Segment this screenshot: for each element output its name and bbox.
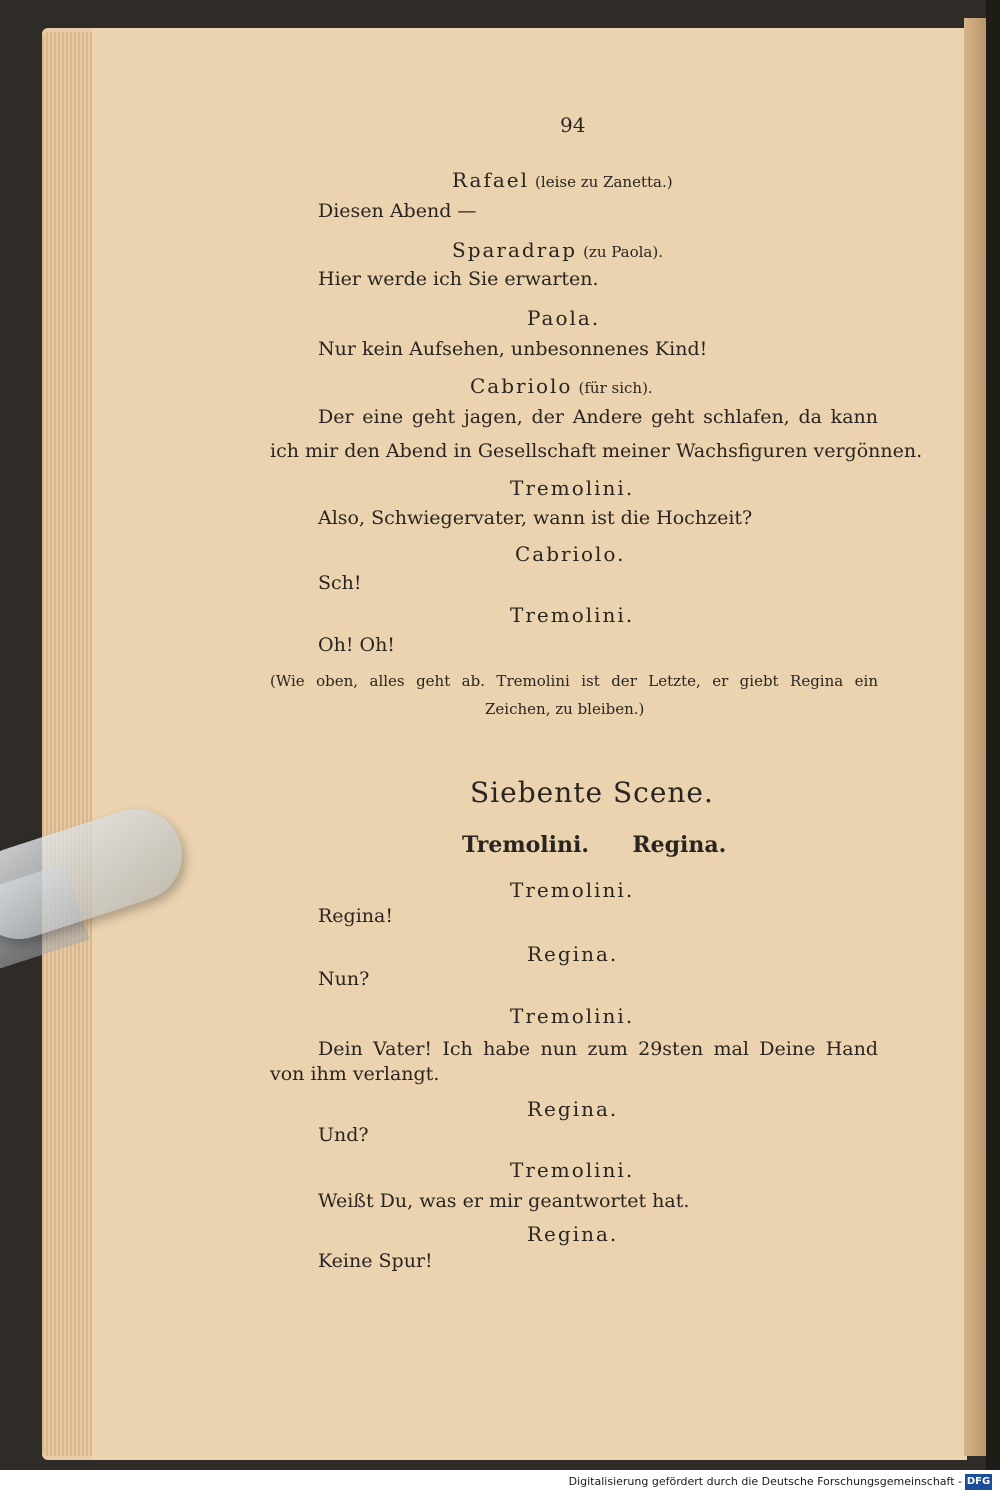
speaker-name: Regina.	[527, 1222, 619, 1246]
dialogue-text-line: Dein Vater! Ich habe nun zum 29sten mal Deine Hand	[318, 1038, 878, 1060]
dialogue-text: Nun?	[318, 968, 370, 990]
scene-persons	[462, 832, 726, 858]
speaker-name: Sparadrap	[452, 238, 578, 262]
dialogue-text: Oh! Oh!	[318, 634, 395, 656]
speaker-name: Cabriolo.	[515, 542, 626, 566]
footer-bar	[0, 1470, 1000, 1495]
dialogue-text	[270, 440, 923, 462]
speaker-name: Regina.	[527, 942, 619, 966]
page-number: 94	[560, 113, 586, 137]
speaker-name: Paola.	[527, 306, 601, 330]
speaker-line	[452, 168, 673, 192]
speaker-line	[470, 374, 653, 398]
speaker-name: Tremolini.	[510, 1158, 635, 1182]
dialogue-text: Sch!	[318, 572, 362, 594]
dialogue-text: Und?	[318, 1124, 369, 1146]
stage-direction-line: (Wie oben, alles geht ab. Tremolini ist der Letzte, er giebt Regina ein	[270, 672, 878, 690]
dialogue-text	[318, 406, 878, 428]
dialogue-text: Hier werde ich Sie erwarten.	[318, 268, 599, 290]
speaker-line	[452, 238, 663, 262]
scene-person: Tremolini.	[462, 832, 590, 858]
dialogue-text-line: ich mir den Abend in Gesellschaft meiner Wachsfiguren vergönnen.	[270, 440, 923, 462]
speaker-name: Rafael	[452, 168, 529, 192]
stage-direction: (zu Paola).	[583, 243, 663, 261]
dialogue-text: Regina!	[318, 905, 393, 927]
dialogue-text-line: Der eine geht jagen, der Andere geht schlafen, da kann	[318, 406, 878, 428]
scene-person: Regina.	[632, 832, 727, 858]
dialogue-text: Nur kein Aufsehen, unbesonnenes Kind!	[318, 338, 708, 360]
dialogue-text: Also, Schwiegervater, wann ist die Hochzeit?	[318, 507, 753, 529]
stage-direction-block	[270, 672, 878, 690]
dialogue-text: Diesen Abend —	[318, 200, 477, 222]
funding-notice: Digitalisierung gefördert durch die Deutsche Forschungsgemeinschaft -	[568, 1475, 962, 1488]
stage-direction: (für sich).	[578, 379, 653, 397]
speaker-name: Tremolini.	[510, 603, 635, 627]
stage-direction-line: Zeichen, zu bleiben.)	[485, 700, 645, 718]
speaker-name: Cabriolo	[470, 374, 573, 398]
speaker-name: Regina.	[527, 1097, 619, 1121]
scene-title: Siebente Scene.	[470, 776, 714, 809]
dialogue-text	[318, 1038, 878, 1060]
stage-direction: (leise zu Zanetta.)	[535, 173, 673, 191]
dialogue-text: Keine Spur!	[318, 1250, 433, 1272]
dfg-logo-icon: DFG	[965, 1474, 992, 1490]
dialogue-text-line: von ihm verlangt.	[270, 1063, 440, 1085]
speaker-name: Tremolini.	[510, 1004, 635, 1028]
dialogue-text: Weißt Du, was er mir geantwortet hat.	[318, 1190, 690, 1212]
speaker-name: Tremolini.	[510, 878, 635, 902]
speaker-name: Tremolini.	[510, 476, 635, 500]
